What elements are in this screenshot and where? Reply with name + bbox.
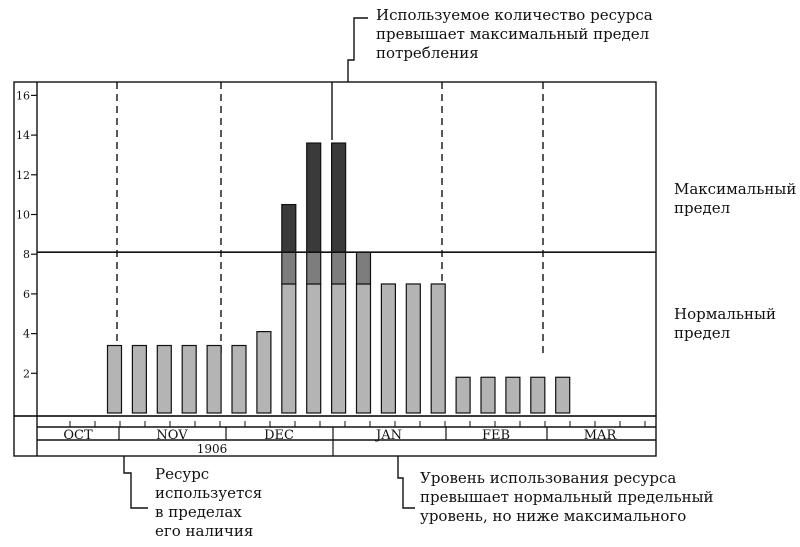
bar-within-normal	[481, 377, 495, 413]
normal-limit-label	[674, 305, 776, 343]
bar-within-normal	[132, 346, 146, 413]
bar-between-limits	[307, 252, 321, 284]
annotation-within-limit	[155, 465, 262, 541]
y-tick-label: 8	[23, 248, 30, 262]
bars-group	[108, 143, 570, 413]
month-label: OCT	[63, 428, 93, 443]
timeline-frame	[14, 416, 656, 456]
bar-between-limits	[332, 252, 346, 284]
annotation-line: Нормальный	[674, 305, 776, 323]
annotation-line: уровень, но ниже максимального	[420, 507, 687, 525]
y-tick-label: 16	[16, 89, 30, 103]
annotation-line: предел	[674, 324, 731, 342]
bar-within-normal	[357, 284, 371, 413]
bar-between-limits	[357, 252, 371, 284]
annotation-exceeds-max	[376, 6, 653, 63]
year-label: 1906	[196, 442, 228, 456]
leader-line-over	[398, 456, 415, 508]
bar-within-normal	[456, 377, 470, 413]
annotation-line: Максимальный	[674, 180, 797, 198]
annotation-line: потребления	[376, 44, 479, 62]
annotation-line: его наличия	[155, 522, 254, 540]
y-tick-label: 12	[16, 168, 30, 182]
max-limit-label	[674, 180, 796, 218]
bar-within-normal	[207, 346, 221, 413]
bar-above-max	[307, 143, 321, 252]
bar-above-max	[282, 205, 296, 253]
y-tick-label: 10	[16, 208, 30, 222]
bar-within-normal	[431, 284, 445, 413]
month-label: FEB	[481, 428, 511, 443]
leader-line-top	[348, 18, 368, 82]
month-label: NOV	[156, 428, 188, 443]
month-label: DEC	[264, 428, 294, 443]
bar-above-max	[332, 143, 346, 252]
annotation-line: превышает нормальный предельный	[420, 488, 714, 506]
annotation-line: превышает максимальный предел	[376, 25, 650, 43]
bar-within-normal	[232, 346, 246, 413]
annotation-line: Уровень использования ресурса	[420, 469, 677, 487]
month-label: JAN	[376, 428, 402, 443]
bar-within-normal	[282, 284, 296, 413]
bar-within-normal	[531, 377, 545, 413]
bar-within-normal	[506, 377, 520, 413]
bar-within-normal	[406, 284, 420, 413]
bar-between-limits	[282, 252, 296, 284]
bar-within-normal	[108, 346, 122, 413]
bar-within-normal	[556, 377, 570, 413]
y-tick-label: 2	[23, 367, 30, 381]
annotation-over-normal	[420, 469, 714, 526]
annotation-line: Ресурс	[155, 465, 210, 483]
leader-line-within	[124, 456, 148, 508]
bar-within-normal	[257, 332, 271, 413]
y-tick-label: 14	[16, 129, 30, 143]
time-axis	[63, 421, 645, 456]
bar-within-normal	[332, 284, 346, 413]
annotation-line: в пределах	[155, 503, 242, 521]
annotation-line: используется	[155, 484, 263, 502]
month-label: MAR	[583, 428, 617, 443]
bar-within-normal	[157, 346, 171, 413]
bar-within-normal	[307, 284, 321, 413]
bar-within-normal	[182, 346, 196, 413]
y-tick-label: 6	[23, 287, 30, 301]
y-tick-label: 4	[23, 327, 30, 341]
y-axis	[16, 89, 37, 380]
bar-within-normal	[381, 284, 395, 413]
annotation-line: Используемое количество ресурса	[376, 6, 653, 24]
annotation-line: предел	[674, 199, 731, 217]
